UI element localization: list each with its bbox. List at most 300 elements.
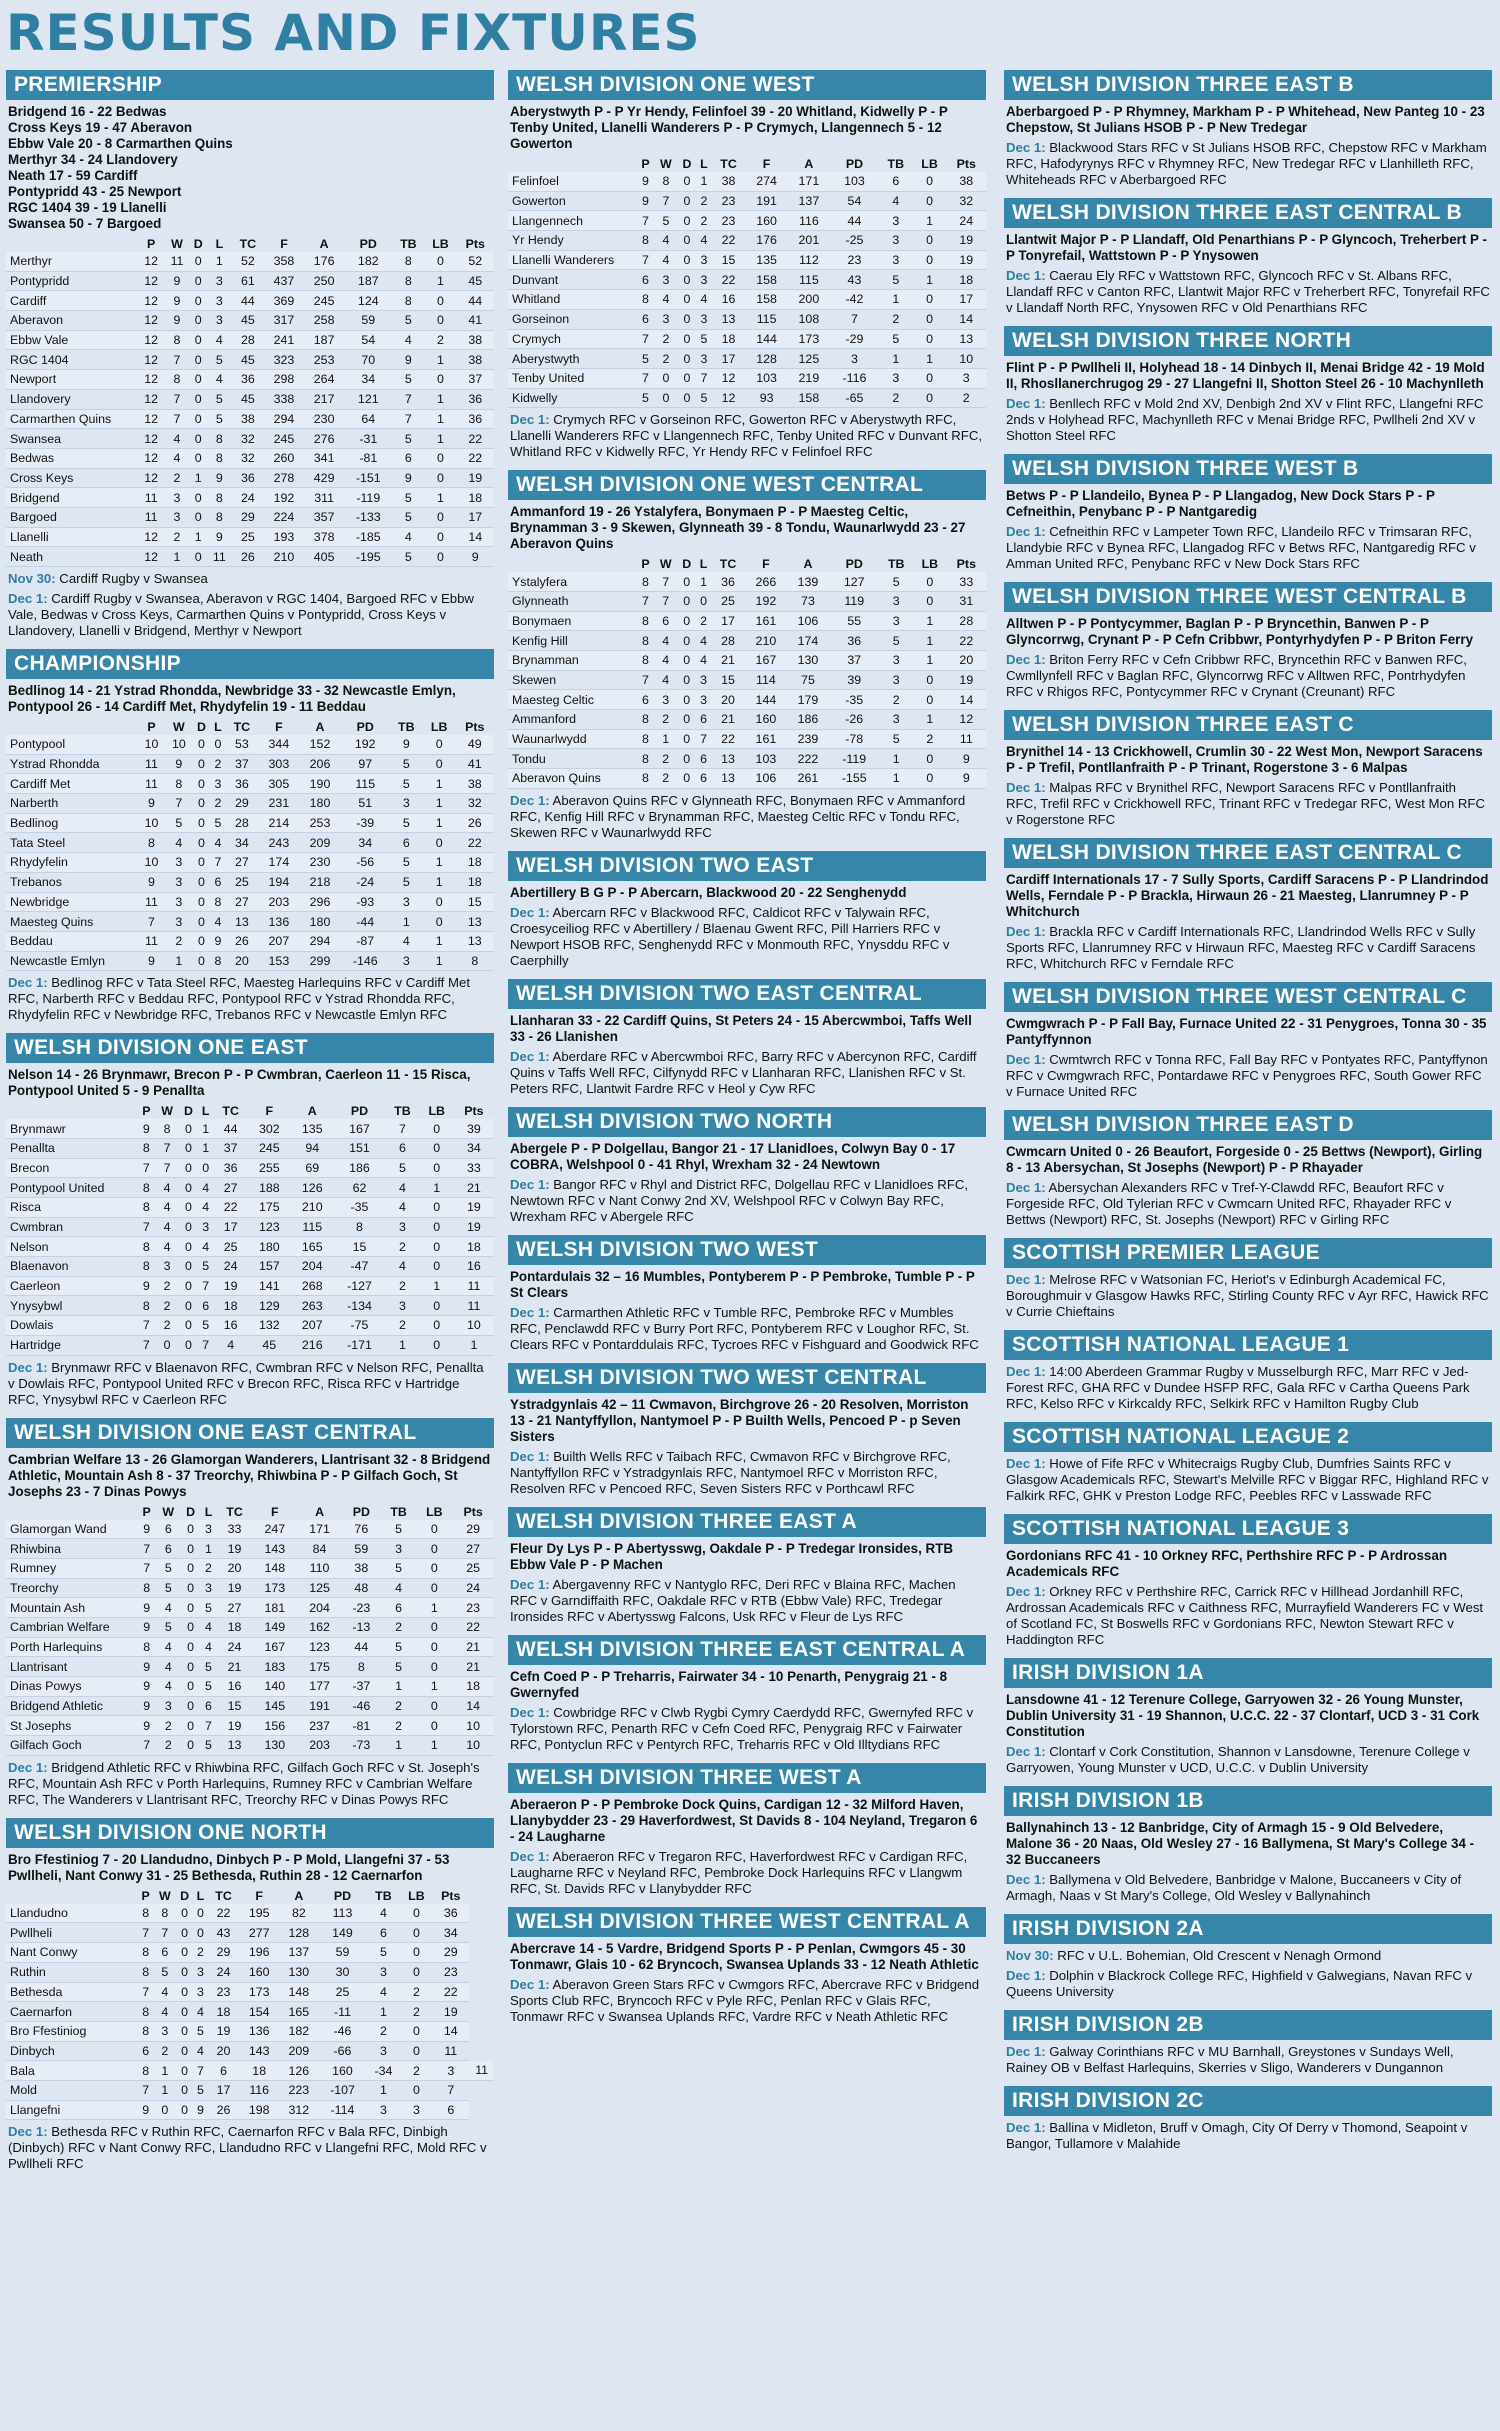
stat-cell: 8	[207, 448, 232, 468]
column-header: F	[265, 1104, 274, 1119]
stat-cell: 266	[745, 572, 787, 591]
stat-cell: 1	[420, 1276, 454, 1296]
stat-cell: 1	[454, 1335, 494, 1355]
team-name: Felinfoel	[508, 172, 637, 191]
column-header: TC	[233, 720, 251, 734]
table-row	[6, 892, 494, 912]
stat-cell: 181	[252, 1598, 297, 1618]
result-line: Bridgend 16 - 22 Bedwas	[8, 104, 167, 119]
stat-cell: 24	[232, 488, 264, 508]
stat-cell: 0	[181, 1578, 200, 1598]
fixtures	[1006, 1872, 1490, 1904]
stat-cell: 1	[165, 547, 190, 567]
fixture-date: Dec 1:	[1006, 1968, 1046, 1983]
stat-cell: 18	[456, 872, 494, 892]
stat-cell: 7	[138, 1923, 154, 1943]
stat-cell: 27	[217, 1598, 253, 1618]
stat-cell: 9	[138, 2100, 154, 2120]
stat-cell: 1	[154, 2061, 176, 2081]
stat-cell: 5	[381, 1657, 417, 1677]
column-header: P	[147, 720, 156, 734]
stat-cell: 5	[381, 1558, 417, 1578]
team-name: Maesteg Quins	[6, 912, 138, 932]
stat-cell: 0	[678, 749, 696, 769]
section-welsh-division-three-east-a	[508, 1507, 986, 1625]
fixture-list: Crymych RFC v Gorseinon RFC, Gowerton RFC v Aberystwyth RFC, Llanelli Wanderers RFC v Llangennech RFC, Tenby United RFC v Dunvant RFC, Whitland RFC v Kidwelly RFC, Yr Hendy RFC v Felinfoel RFC	[510, 412, 983, 460]
stat-cell: 0	[678, 572, 696, 591]
fixture-date: Dec 1:	[8, 1359, 48, 1375]
stat-cell: 5	[381, 1520, 417, 1539]
fixtures	[8, 1760, 492, 1808]
stat-cell: 0	[678, 211, 696, 231]
stat-cell: 11	[947, 729, 986, 749]
stat-cell: 130	[279, 1962, 319, 1982]
stat-cell: 311	[304, 488, 344, 508]
column-header: PD	[356, 720, 374, 734]
stat-cell: 0	[678, 231, 696, 251]
stat-cell: 1	[913, 611, 947, 631]
fixtures	[1006, 1052, 1490, 1100]
stat-cell: 4	[385, 1178, 419, 1198]
team-name: Llanelli Wanderers	[508, 250, 637, 270]
stat-cell: 7	[198, 1335, 214, 1355]
column-header: PD	[359, 237, 377, 251]
stat-cell: 4	[392, 330, 424, 350]
stat-cell: 23	[830, 250, 879, 270]
stat-cell: 7	[637, 368, 654, 388]
stat-cell: 3	[696, 349, 711, 369]
fixture-list: Abergavenny RFC v Nantyglo RFC, Deri RFC v Blaina RFC, Machen RFC v Garndiffaith RFC, Oakdale RFC v RTB (Ebbw Vale) RFC, Tredegar Ironsides RFC v Abertysswg Falcons, Usk RFC v Fleur de Lys RFC	[510, 1576, 956, 1624]
stat-cell: 11	[165, 252, 190, 271]
table-row	[6, 1178, 494, 1198]
stat-cell: 8	[138, 1257, 155, 1277]
stat-cell: -127	[334, 1276, 386, 1296]
fixture-date: Dec 1:	[1006, 1052, 1046, 1067]
column-3	[1004, 70, 1492, 2162]
table-row	[6, 774, 494, 794]
stat-cell: 37	[457, 370, 495, 390]
stat-cell: 7	[637, 670, 654, 690]
stat-cell: 5	[207, 409, 232, 429]
results: Brynithel 14 - 13 Crickhowell, Crumlin 30 - 22 West Mon, Newport Saracens P - P Trefil, Pontllanfraith P - P Trinant, Rogerstone 3 - 6 Malpas	[1006, 744, 1483, 775]
stat-cell: 12	[138, 547, 165, 567]
league-table	[6, 236, 494, 567]
fixture-list: Aberavon Green Stars RFC v Cwmgors RFC, Abercrave RFC v Bridgend Sports Club RFC, Bryncoch RFC v Pyle RFC, Penlan RFC v Glais RFC, Tonmawr RFC v Swansea Uplands RFC, Vardre RFC v Neath Athletic RFC	[510, 1976, 980, 2024]
stat-cell: 0	[913, 329, 947, 349]
stat-cell: 3	[381, 1539, 417, 1559]
stat-cell: 4	[154, 1982, 176, 2002]
table-row	[6, 2100, 494, 2120]
stat-cell: 29	[452, 1520, 494, 1539]
stat-cell: 1	[879, 290, 913, 310]
stat-cell: 8	[138, 1296, 155, 1316]
stat-cell: 45	[232, 311, 264, 331]
stat-cell: 1	[423, 853, 456, 873]
team-name: Merthyr	[6, 252, 138, 271]
section-header: WELSH DIVISION THREE WEST CENTRAL A	[508, 1907, 986, 1937]
stat-cell: 132	[248, 1316, 291, 1336]
stat-cell: 12	[712, 368, 746, 388]
stat-cell: 0	[654, 368, 678, 388]
stat-cell: 0	[913, 368, 947, 388]
stat-cell: 115	[341, 774, 390, 794]
stat-cell: 3	[207, 291, 232, 311]
fixture-list: Builth Wells RFC v Taibach RFC, Cwmavon RFC v Birchgrove RFC, Nantyffyllon RFC v Ystradgynlais RFC, Nantymoel RFC v Morriston RFC, Resolven RFC v Pencoed RFC, Seven Sisters RFC v Porthcawl RFC	[510, 1448, 951, 1496]
stat-cell: 3	[654, 309, 678, 329]
section-welsh-division-one-west-central	[508, 470, 986, 841]
table-row	[6, 1578, 494, 1598]
stat-cell: 3	[390, 892, 423, 912]
stat-cell: 323	[264, 350, 304, 370]
table-row	[6, 1217, 494, 1237]
stat-cell: 15	[712, 250, 746, 270]
stat-cell: 0	[193, 872, 211, 892]
stat-cell: 8	[138, 2002, 154, 2022]
column-header: P	[641, 157, 650, 171]
fixtures	[510, 905, 984, 969]
stat-cell: 207	[258, 931, 299, 951]
column-header: W	[162, 1504, 175, 1519]
section-header: WELSH DIVISION ONE WEST	[508, 70, 986, 100]
stat-cell: 7	[200, 1716, 216, 1736]
stat-cell: 0	[198, 1158, 214, 1178]
stat-cell: 19	[947, 670, 986, 690]
stat-cell: 1	[654, 729, 678, 749]
stat-cell: 0	[176, 2061, 193, 2081]
stat-cell: 7	[165, 389, 190, 409]
stat-cell: 203	[297, 1736, 342, 1756]
column-header: PD	[845, 557, 863, 572]
stat-cell: 2	[401, 2002, 433, 2022]
fixtures	[510, 1177, 984, 1225]
stat-cell: 5	[156, 1558, 181, 1578]
stat-cell: 344	[258, 735, 299, 754]
fixture-list: Cwmtwrch RFC v Tonna RFC, Fall Bay RFC v Pontyates RFC, Pantyffynon RFC v Cwmgwrach RFC, Pontardawe RFC v Penygroes RFC, South Gower RFC v Furnace United RFC	[1006, 1052, 1488, 1099]
stat-cell: 59	[344, 311, 392, 331]
stat-cell: 15	[456, 892, 494, 912]
fixture-list: Dolphin v Blackrock College RFC, Highfield v Galwegians, Navan RFC v Queens University	[1006, 1968, 1473, 1999]
results: Pontardulais 32 – 16 Mumbles, Pontyberem P - P Pembroke, Tumble P - P St Clears	[510, 1268, 975, 1300]
results: Lansdowne 41 - 12 Terenure College, Garryowen 32 - 26 Young Munster, Dublin University 31 - 19 Shannon, U.C.C. 22 - 37 Clontarf, UCD 3 - 31 Cork Constitution	[1006, 1692, 1480, 1739]
stat-cell: 3	[879, 611, 913, 631]
fixture-list: Abersychan Alexanders RFC v Tref-Y-Clawdd RFC, Beaufort RFC v Forgeside RFC, Old Tylerian RFC v Cwmcarn United RFC, Rhayader RFC v Bettws (Newport) RFC, St. Josephs (Newport) RFC v Girling RFC	[1006, 1180, 1452, 1227]
table-row	[6, 1119, 494, 1138]
fixtures	[8, 2124, 492, 2172]
stat-cell: 25	[711, 591, 745, 611]
stat-cell: 296	[299, 892, 340, 912]
stat-cell: 18	[217, 1617, 253, 1637]
fixture-date: Dec 1:	[510, 904, 550, 920]
table-row	[6, 1617, 494, 1637]
league-table	[508, 156, 986, 408]
team-name: Llangennech	[508, 211, 637, 231]
team-name: Ynysybwl	[6, 1296, 138, 1316]
stat-cell: 7	[696, 368, 711, 388]
section-welsh-division-three-east-central-c	[1004, 838, 1492, 972]
stat-cell: 16	[214, 1316, 248, 1336]
stat-cell: 204	[291, 1257, 334, 1277]
results: Llantwit Major P - P Llandaff, Old Penarthians P - P Glyncoch, Treherbert P - P Tonyrefail, Wattstown P - P Ynysowen	[1006, 232, 1487, 263]
column-header: W	[173, 720, 185, 734]
stat-cell: 29	[208, 1943, 240, 1963]
team-name: Llantrisant	[6, 1657, 138, 1677]
team-name: Gowerton	[508, 191, 637, 211]
stat-cell: 0	[401, 1943, 433, 1963]
result-line: Swansea 50 - 7 Bargoed	[8, 216, 162, 231]
team-name: Dinas Powys	[6, 1677, 138, 1697]
stat-cell: 203	[258, 892, 299, 912]
stat-cell: 0	[179, 1217, 198, 1237]
stat-cell: 1	[913, 651, 947, 671]
stat-cell: 2	[879, 388, 913, 408]
column-header: PD	[350, 1104, 369, 1119]
stat-cell: 18	[457, 488, 495, 508]
team-name: Risca	[6, 1198, 138, 1218]
stat-cell: 9	[138, 872, 165, 892]
stat-cell: 2	[210, 754, 225, 774]
stat-cell: 4	[392, 527, 424, 547]
stat-cell: 1	[423, 931, 456, 951]
team-name: Brynmawr	[6, 1119, 138, 1138]
team-name: Glamorgan Wand	[6, 1520, 138, 1539]
stat-cell: -34	[366, 2061, 400, 2081]
results: Abercrave 14 - 5 Vardre, Bridgend Sports P - P Penlan, Cwmgors 45 - 30 Tonmawr, Glais 10 - 62 Bryncoch, Swansea Uplands 33 - 12 Neath Athletic	[510, 1940, 979, 1972]
fixture-list: Cowbridge RFC v Clwb Rygbi Cymry Caerdydd RFC, Gwernyfed RFC v Tylorstown RFC, Penarth RFC v Cefn Coed RFC, Penygraig RFC v Fairwater RFC, Pontyclun RFC v Pentyrch RFC, Treharris RFC v Old Illtydians RFC	[510, 1704, 974, 1752]
stat-cell: 12	[947, 710, 986, 730]
stat-cell: 9	[138, 794, 165, 814]
stat-cell: 126	[279, 2061, 319, 2081]
stat-cell: 6	[392, 448, 424, 468]
fixture-list: Melrose RFC v Watsonian FC, Heriot's v Edinburgh Academical FC, Boroughmuir v Glasgow Hawks RFC, Stirling County RFC v Ayr RFC, Hawick RFC v Currie Chieftains	[1006, 1272, 1489, 1319]
stat-cell: 12	[138, 527, 165, 547]
section-welsh-division-three-east-b	[1004, 70, 1492, 188]
stat-cell: 2	[155, 1296, 179, 1316]
stat-cell: 127	[829, 572, 879, 591]
column-header: A	[319, 237, 329, 251]
table-row	[6, 1520, 494, 1539]
stat-cell: 135	[291, 1119, 334, 1138]
stat-cell: 51	[341, 794, 390, 814]
result-line: Neath 17 - 59 Cardiff	[8, 168, 138, 183]
stat-cell: 8	[637, 729, 654, 749]
stat-cell: 5	[200, 1598, 216, 1618]
team-name: Gorseinon	[508, 309, 637, 329]
team-name: Maesteg Celtic	[508, 690, 637, 710]
stat-cell: 1	[913, 631, 947, 651]
team-name: Caerleon	[6, 1276, 138, 1296]
column-header: A	[294, 1888, 304, 1903]
stat-cell: 176	[304, 252, 344, 271]
table-row	[508, 572, 986, 591]
results: Flint P - P Pwllheli II, Holyhead 18 - 14 Dinbych II, Menai Bridge 42 - 19 Mold II, Rhosllanerchrugog 29 - 27 Llangefni II, Shotton Steel 26 - 10 Machynlleth	[1006, 360, 1485, 391]
section-header: WELSH DIVISION THREE WEST CENTRAL B	[1004, 582, 1492, 612]
fixture-date: Nov 30:	[8, 571, 56, 586]
stat-cell: 3	[946, 368, 986, 388]
stat-cell: 3	[696, 690, 711, 710]
stat-cell: 149	[319, 1923, 367, 1943]
stat-cell: 358	[264, 252, 304, 271]
table-row	[6, 527, 494, 547]
stat-cell: 0	[193, 853, 211, 873]
stat-cell: 36	[457, 389, 495, 409]
stat-cell: 18	[208, 2002, 240, 2022]
stat-cell: 39	[454, 1119, 494, 1138]
table-row	[6, 1982, 494, 2002]
stat-cell: 0	[179, 1237, 198, 1257]
section-scottish-national-league-2	[1004, 1422, 1492, 1504]
stat-cell: 0	[420, 1138, 454, 1158]
team-name: Treorchy	[6, 1578, 138, 1598]
stat-cell: 5	[390, 774, 423, 794]
stat-cell: 4	[193, 2002, 208, 2022]
results: Alltwen P - P Pontycymmer, Baglan P - P Bryncethin, Banwen P - P Glyncorrwg, Crynant P - P Cefn Cribbwr, Pontyrhydyfen P - P Briton Ferry	[1006, 616, 1474, 647]
stat-cell: 139	[787, 572, 829, 591]
stat-cell: 0	[401, 2041, 433, 2061]
fixtures	[510, 1849, 984, 1897]
team-name: Bala	[6, 2061, 138, 2081]
stat-cell: 9	[165, 754, 192, 774]
column-header	[6, 719, 138, 735]
table-row	[508, 270, 986, 290]
stat-cell: 3	[879, 670, 913, 690]
stat-cell: 4	[156, 1677, 181, 1697]
stat-cell: 0	[176, 1923, 193, 1943]
section-irish-division-1b	[1004, 1786, 1492, 1904]
stat-cell: 8	[138, 2061, 154, 2081]
stat-cell: 0	[190, 291, 207, 311]
results: Ystradgynlais 42 – 11 Cwmavon, Birchgrove 26 - 20 Resolven, Morriston 13 - 21 Nantyffyllon, Nantymoel P - P Builth Wells, Pencoed P - p Seven Sisters	[510, 1396, 969, 1444]
stat-cell: 4	[198, 1237, 214, 1257]
stat-cell: 135	[745, 250, 787, 270]
section-header: WELSH DIVISION TWO WEST	[508, 1235, 986, 1265]
stat-cell: 25	[225, 872, 258, 892]
results: Aberbargoed P - P Rhymney, Markham P - P Whitehead, New Panteg 10 - 23 Chepstow, St Julians HSOB P - P New Tredegar	[1006, 104, 1485, 135]
team-name: Cardiff Met	[6, 774, 138, 794]
stat-cell: 1	[154, 2080, 176, 2100]
stat-cell: 1	[696, 172, 711, 191]
stat-cell: 116	[239, 2080, 279, 2100]
team-name: Bethesda	[6, 1982, 138, 2002]
stat-cell: 209	[299, 833, 340, 853]
fixture-list: Howe of Fife RFC v Whitecraigs Rugby Club, Dumfries Saints RFC v Glasgow Academicals RFC, Stewart's Melville RFC v Biggar RFC, Highland RFC v Falkirk RFC, GHK v Preston Lodge RFC, Peebles RFC v Lasswade RFC	[1006, 1456, 1489, 1503]
stat-cell: 5	[879, 270, 913, 290]
stat-cell: 11	[138, 488, 165, 508]
stat-cell: 0	[190, 252, 207, 271]
table-row	[6, 311, 494, 331]
stat-cell: 0	[416, 1558, 452, 1578]
team-name: Bedlinog	[6, 813, 138, 833]
stat-cell: 341	[304, 448, 344, 468]
stat-cell: 0	[678, 309, 696, 329]
stat-cell: 45	[248, 1335, 291, 1355]
stat-cell: 5	[156, 1617, 181, 1637]
stat-cell: 158	[745, 270, 787, 290]
team-name: Bedwas	[6, 448, 138, 468]
section-welsh-division-one-east	[6, 1033, 494, 1407]
stat-cell: 28	[225, 813, 258, 833]
team-name: Nant Conwy	[6, 1943, 138, 1963]
stat-cell: 27	[214, 1178, 248, 1198]
fixture-date: Dec 1:	[1006, 524, 1046, 539]
stat-cell: 1	[385, 1335, 419, 1355]
stat-cell: 8	[154, 1904, 176, 1923]
section-welsh-division-three-west-central-b	[1004, 582, 1492, 700]
stat-cell: 4	[154, 2002, 176, 2022]
stat-cell: 2	[696, 211, 711, 231]
fixture-date: Dec 1:	[510, 1576, 550, 1592]
fixtures	[1006, 140, 1490, 188]
team-name: Blaenavon	[6, 1257, 138, 1277]
column-header: P	[142, 1104, 151, 1119]
stat-cell: 0	[416, 1578, 452, 1598]
column-header: TB	[375, 1888, 392, 1903]
stat-cell: 5	[637, 388, 654, 408]
stat-cell: 33	[454, 1158, 494, 1178]
stat-cell: 4	[165, 833, 192, 853]
team-name: St Josephs	[6, 1716, 138, 1736]
table-row	[6, 448, 494, 468]
stat-cell: 176	[745, 231, 787, 251]
stat-cell: 28	[947, 611, 986, 631]
stat-cell: 19	[454, 1217, 494, 1237]
stat-cell: 5	[385, 1158, 419, 1178]
stat-cell: 167	[745, 651, 787, 671]
stat-cell: 30	[319, 1962, 367, 1982]
stat-cell: -151	[344, 468, 392, 488]
stat-cell: 24	[217, 1637, 253, 1657]
stat-cell: 4	[654, 631, 678, 651]
stat-cell: 0	[416, 1617, 452, 1637]
stat-cell: 9	[138, 1276, 155, 1296]
stat-cell: 34	[341, 833, 390, 853]
stat-cell: 27	[225, 853, 258, 873]
stat-cell: 6	[696, 710, 711, 730]
stat-cell: 9	[165, 311, 190, 331]
stat-cell: 0	[181, 1598, 200, 1618]
stat-cell: 6	[637, 309, 654, 329]
stat-cell: 253	[299, 813, 340, 833]
stat-cell: 0	[678, 191, 696, 211]
stat-cell: 4	[200, 1637, 216, 1657]
team-name: Nelson	[6, 1237, 138, 1257]
column-header: PD	[352, 1504, 370, 1519]
section-irish-division-2a	[1004, 1914, 1492, 2000]
stat-cell: 19	[217, 1539, 253, 1559]
stat-cell: 0	[193, 912, 211, 932]
stat-cell: 0	[424, 547, 456, 567]
stat-cell: 9	[210, 931, 225, 951]
stat-cell: 405	[304, 547, 344, 567]
stat-cell: 378	[304, 527, 344, 547]
stat-cell: 94	[291, 1138, 334, 1158]
stat-cell: 25	[232, 527, 264, 547]
stat-cell: 0	[423, 892, 456, 912]
stat-cell: 6	[208, 2061, 240, 2081]
stat-cell: 8	[138, 1198, 155, 1218]
stat-cell: 36	[232, 370, 264, 390]
team-name: Caernarfon	[6, 2002, 138, 2022]
stat-cell: 0	[193, 951, 211, 971]
stat-cell: 0	[181, 1637, 200, 1657]
stat-cell: 7	[165, 350, 190, 370]
team-name: Tondu	[508, 749, 637, 769]
stat-cell: 4	[155, 1178, 179, 1198]
stat-cell: 369	[264, 291, 304, 311]
column-header: LB	[428, 1104, 445, 1119]
stat-cell: 8	[207, 488, 232, 508]
column-header: L	[196, 1888, 205, 1903]
stat-cell: 115	[788, 270, 830, 290]
